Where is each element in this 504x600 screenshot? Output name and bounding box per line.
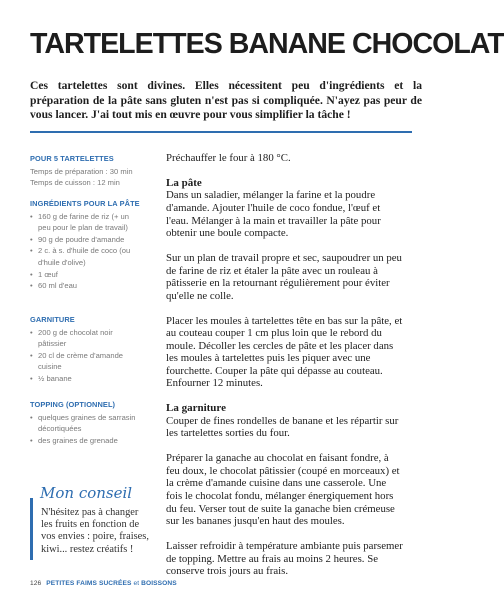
ingredients-heading: INGRÉDIENTS POUR LA PÂTE (30, 199, 140, 208)
recipe-title: TARTELETTES BANANE CHOCOLAT (30, 28, 504, 60)
garniture-block (30, 314, 140, 385)
section-heading-garniture: La garniture (166, 402, 226, 415)
ingredient-item: • 2 c. à s. d'huile de coco (ou d'huile d'olive) (30, 245, 140, 268)
step-paragraph: Couper de fines rondelles de banane et les répartir sur les tartelettes sorties du four. (166, 414, 399, 440)
ingredients-block (30, 198, 140, 292)
footer-section-2: BOISSONS (141, 580, 177, 587)
cook-time: Temps de cuisson : 12 min (30, 178, 120, 188)
section-heading-pate: La pâte (166, 176, 202, 189)
ingredient-item: • 1 œuf (30, 269, 140, 281)
garniture-heading: GARNITURE (30, 315, 75, 324)
topping-heading: TOPPING (OPTIONNEL) (30, 400, 116, 409)
ingredient-item: • 160 g de farine de riz (+ un peu pour le plan de travail) (30, 211, 140, 234)
topping-item: • des graines de grenade (30, 435, 140, 447)
topping-item: • quelques graines de sarrasin décortiquées (30, 412, 140, 435)
tip-title: Mon conseil (40, 484, 133, 502)
page-footer (30, 580, 177, 587)
garniture-item: • 20 cl de crème d'amande cuisine (30, 350, 140, 373)
prep-time: Temps de préparation : 30 min (30, 166, 133, 176)
step-paragraph: Sur un plan de travail propre et sec, saupoudrer un peu de farine de riz et étaler la pâte avec un rouleau à pâtisserie en la retournant régulièrement pour éviter qu'elle ne colle. (166, 251, 402, 302)
step-paragraph: Préparer la ganache au chocolat en faisant fondre, à feu doux, le chocolat pâtissier (coupé en morceaux) et la crème d'amande cuisine dans une casserole. Une fois le chocolat fondu, mélanger énergiquement hors du feu. Verser tout de suite la ganache bien crémeuse sur les bananes jusqu'en haut des moules. (166, 452, 400, 528)
ingredient-item: • 60 ml d'eau (30, 280, 140, 292)
step-paragraph: Placer les moules à tartelettes tête en bas sur la pâte, et au couteau couper 1 cm plus loin que le rebord du moule. Décoller les cercles de pâte et les placer dans les moules à tartelettes puis les piquer avec une fourchette. Couper la pâte qui dépasse au couteau. Enfourner 12 minutes. (166, 314, 403, 390)
footer-section-1: PETITES FAIMS SUCRÉES (46, 580, 132, 587)
tip-text: N'hésitez pas à changer les fruits en fonction de vos envies : poire, fraises, kiwi... restez créatifs ! (41, 507, 149, 555)
page-number: 126 (30, 580, 42, 587)
ingredient-item: • 90 g de poudre d'amande (30, 234, 140, 246)
topping-block (30, 399, 140, 446)
tip-box (30, 484, 149, 558)
garniture-item: • ½ banane (30, 373, 140, 385)
servings-heading: POUR 5 TARTELETTES (30, 154, 114, 163)
footer-amp: et (133, 580, 140, 587)
tip-accent-bar (30, 498, 33, 560)
instructions (166, 152, 404, 590)
divider-line (30, 131, 412, 133)
step-paragraph: Dans un saladier, mélanger la farine et la poudre d'amande. Ajouter l'huile de coco fondue, l'œuf et l'eau. Mélanger à la main et travailler la pâte pour obtenir une boule compacte. (166, 189, 381, 240)
servings-block (30, 153, 140, 189)
garniture-item: • 200 g de chocolat noir pâtissier (30, 327, 140, 350)
step-preheat: Préchauffer le four à 180 °C. (166, 152, 291, 164)
recipe-intro: Ces tartelettes sont divines. Elles nécessitent peu d'ingrédients et la préparation de la pâte sans gluten n'est pas si compliquée. N'ayez pas peur de vous lancer. J'ai tout mis en œuvre pour vous simplifier la tâche ! (30, 79, 422, 122)
step-paragraph: Laisser refroidir à température ambiante puis parsemer de topping. Mettre au frais au moins 2 heures. Se conserve trois jours au frais. (166, 539, 403, 578)
